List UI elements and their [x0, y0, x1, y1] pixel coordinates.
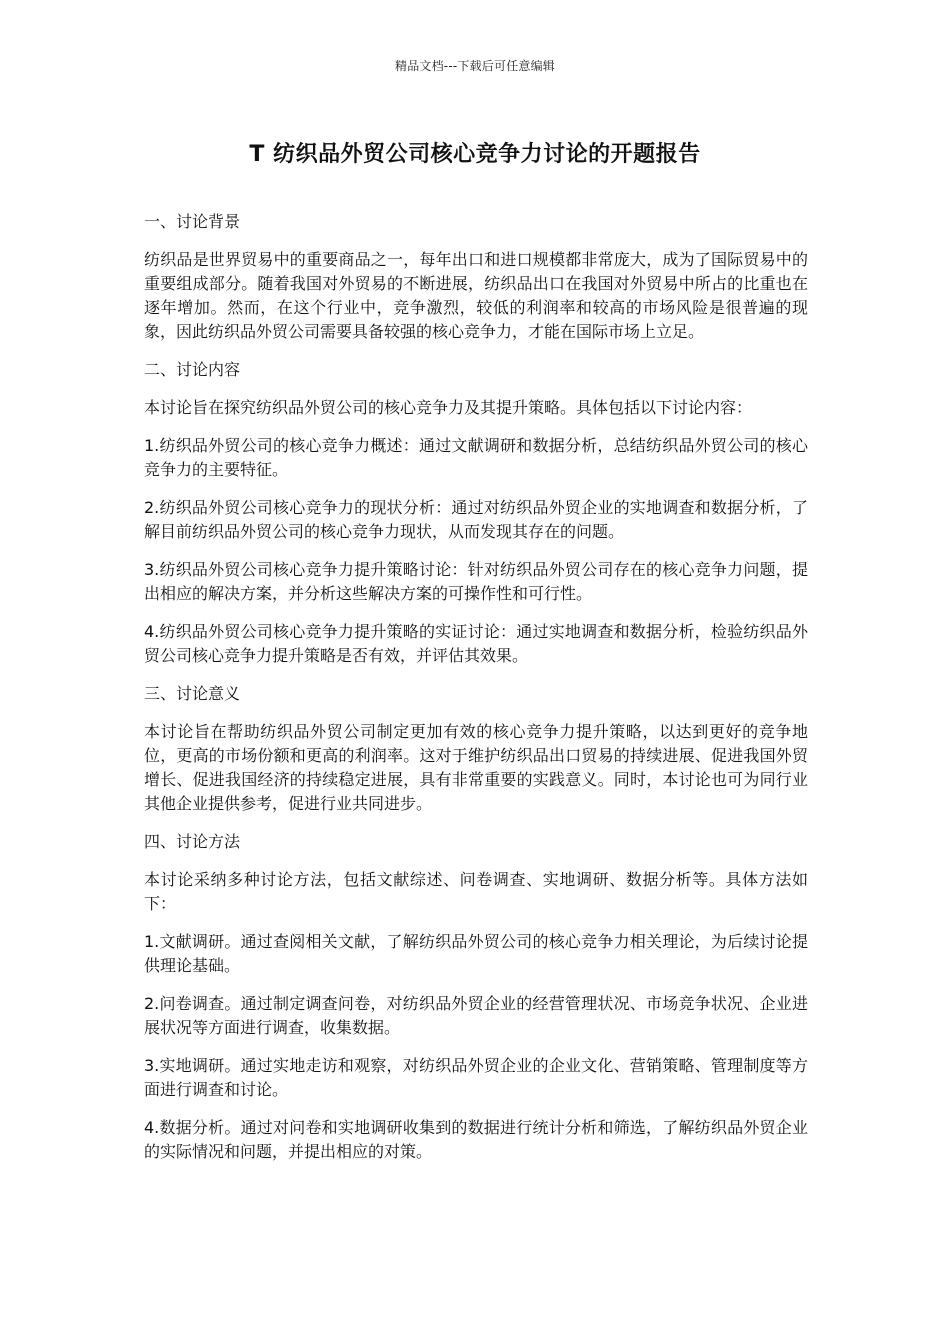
list-item: 2.问卷调查。通过制定调查问卷，对纺织品外贸企业的经营管理状况、市场竞争状况、企业进展状况等方面进行调查，收集数据。 — [144, 994, 808, 1037]
list-item: 1.文献调研。通过查阅相关文献，了解纺织品外贸公司的核心竞争力相关理论，为后续讨论提供理论基础。 — [144, 932, 808, 975]
paragraph: 本讨论旨在帮助纺织品外贸公司制定更加有效的核心竞争力提升策略，以达到更好的竞争地位，更高的市场份额和更高的利润率。这对于维护纺织品出口贸易的持续进展、促进我国外贸增长、促进我国经济的持续稳定进展，具有非常重要的实践意义。同时，本讨论也可为同行业其他企业提供参考，促进行业共同进步。 — [144, 722, 808, 813]
paragraph: 本讨论采纳多种讨论方法，包括文献综述、问卷调查、实地调研、数据分析等。具体方法如下： — [144, 870, 808, 913]
list-item: 2.纺织品外贸公司核心竞争力的现状分析：通过对纺织品外贸企业的实地调查和数据分析，了解目前纺织品外贸公司的核心竞争力现状，从而发现其存在的问题。 — [144, 498, 808, 541]
section-heading-methods: 四、讨论方法 — [144, 832, 241, 851]
header-note: 精品文档---下载后可任意编辑 — [395, 59, 555, 73]
list-item: 3.纺织品外贸公司核心竞争力提升策略讨论：针对纺织品外贸公司存在的核心竞争力问题，提出相应的解决方案，并分析这些解决方案的可操作性和可行性。 — [144, 560, 808, 603]
paragraph: 纺织品是世界贸易中的重要商品之一，每年出口和进口规模都非常庞大，成为了国际贸易中的重要组成部分。随着我国对外贸易的不断进展，纺织品出口在我国对外贸易中所占的比重也在逐年增加。然而，在这个行业中，竞争激烈，较低的利润率和较高的市场风险是很普遍的现象，因此纺织品外贸公司需要具备较强的核心竞争力，才能在国际市场上立足。 — [144, 250, 808, 341]
paragraph: 本讨论旨在探究纺织品外贸公司的核心竞争力及其提升策略。具体包括以下讨论内容： — [144, 398, 753, 417]
document-body — [144, 210, 808, 1178]
section-heading-background: 一、讨论背景 — [144, 212, 241, 231]
list-item: 4.数据分析。通过对问卷和实地调研收集到的数据进行统计分析和筛选，了解纺织品外贸企业的实际情况和问题，并提出相应的对策。 — [144, 1118, 808, 1161]
document-title: T 纺织品外贸公司核心竞争力讨论的开题报告 — [249, 142, 701, 167]
list-item: 3.实地调研。通过实地走访和观察，对纺织品外贸企业的企业文化、营销策略、管理制度等方面进行调查和讨论。 — [144, 1056, 808, 1099]
list-item: 1.纺织品外贸公司的核心竞争力概述：通过文献调研和数据分析，总结纺织品外贸公司的核心竞争力的主要特征。 — [144, 436, 808, 479]
section-heading-content: 二、讨论内容 — [144, 360, 241, 379]
list-item: 4.纺织品外贸公司核心竞争力提升策略的实证讨论：通过实地调查和数据分析，检验纺织品外贸公司核心竞争力提升策略是否有效，并评估其效果。 — [144, 622, 808, 665]
section-heading-significance: 三、讨论意义 — [144, 684, 241, 703]
